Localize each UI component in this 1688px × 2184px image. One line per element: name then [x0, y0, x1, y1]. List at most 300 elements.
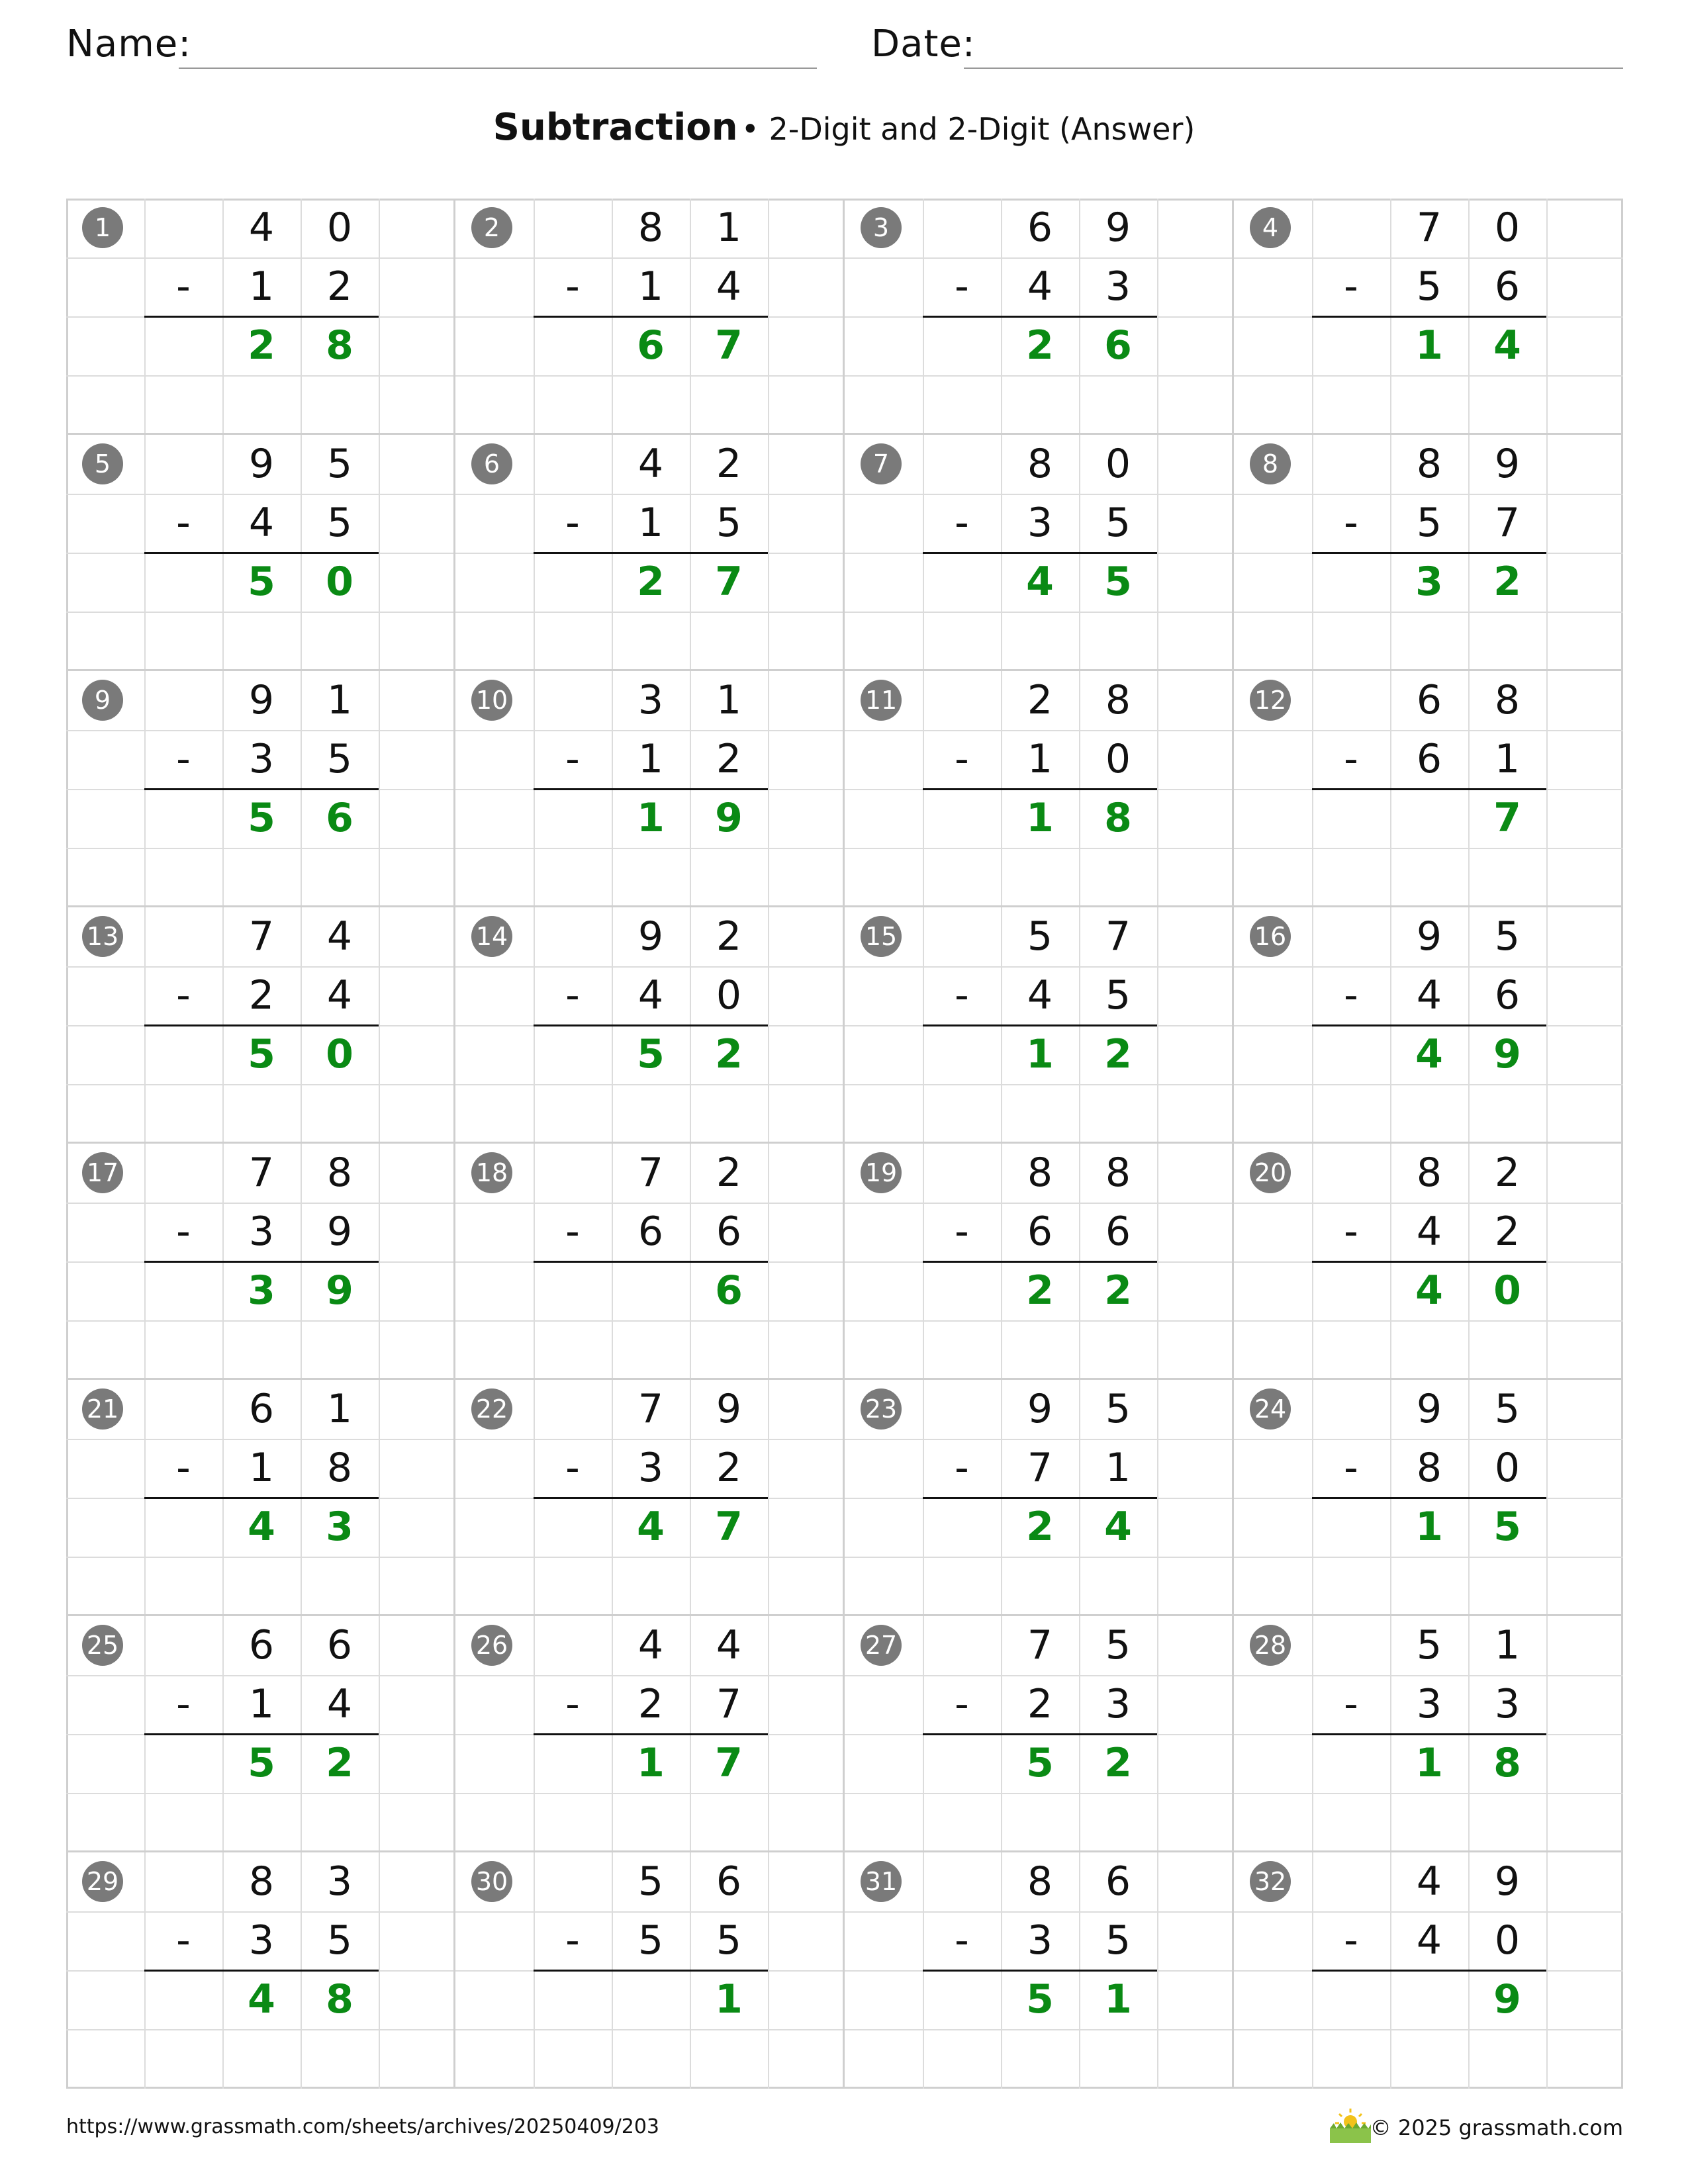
- subtrahend-tens-digit: 5: [637, 1917, 664, 1964]
- subtrahend-ones-digit: 2: [1494, 1208, 1521, 1255]
- minuend-ones-digit: 9: [716, 1386, 742, 1432]
- answer-rule-line: [1312, 1733, 1546, 1735]
- problem-number-badge: 32: [1250, 1861, 1291, 1902]
- minuend-tens-digit: 7: [637, 1150, 664, 1196]
- answer-ones-digit: 8: [326, 1976, 353, 2023]
- problem-5: [66, 435, 455, 671]
- minus-sign: -: [565, 263, 580, 310]
- minuend-ones-digit: 9: [1494, 441, 1521, 487]
- subtrahend-tens-digit: 4: [1027, 972, 1053, 1019]
- minus-sign: -: [565, 500, 580, 546]
- minuend-tens-digit: 4: [248, 205, 275, 251]
- answer-tens-digit: 4: [637, 1504, 665, 1550]
- minus-sign: -: [1344, 500, 1358, 546]
- minuend-ones-digit: 2: [716, 913, 742, 960]
- grid-line: [66, 1084, 455, 1085]
- minuend-tens-digit: 6: [248, 1622, 275, 1668]
- problem-2: [455, 199, 845, 435]
- subtrahend-tens-digit: 1: [248, 263, 275, 310]
- answer-ones-digit: 9: [1493, 1976, 1521, 2023]
- problem-18: [455, 1144, 845, 1380]
- answer-ones-digit: 1: [1104, 1976, 1132, 2023]
- subtrahend-tens-digit: 6: [1416, 736, 1442, 782]
- minus-sign: -: [176, 1917, 191, 1964]
- subtrahend-tens-digit: 1: [637, 736, 664, 782]
- problem-number-badge: 23: [861, 1388, 902, 1430]
- minuend-tens-digit: 9: [248, 441, 275, 487]
- subtrahend-ones-digit: 2: [716, 736, 742, 782]
- problem-13: [66, 907, 455, 1144]
- problem-30: [455, 1852, 845, 2089]
- answer-tens-digit: 2: [1026, 1267, 1054, 1314]
- problem-28: [1234, 1616, 1623, 1852]
- subtrahend-tens-digit: 2: [1027, 1681, 1053, 1727]
- problem-number-badge: 30: [471, 1861, 512, 1902]
- subtrahend-tens-digit: 3: [248, 1917, 275, 1964]
- minuend-tens-digit: 4: [1416, 1858, 1442, 1905]
- subtrahend-ones-digit: 7: [1494, 500, 1521, 546]
- answer-tens-digit: 5: [248, 1031, 275, 1077]
- problem-19: [845, 1144, 1234, 1380]
- minus-sign: -: [955, 736, 969, 782]
- grid-line: [455, 1557, 845, 1558]
- minus-sign: -: [565, 972, 580, 1019]
- minuend-ones-digit: 4: [326, 913, 353, 960]
- subtrahend-ones-digit: 5: [326, 736, 353, 782]
- problem-8: [1234, 435, 1623, 671]
- subtrahend-tens-digit: 1: [637, 263, 664, 310]
- subtrahend-ones-digit: 6: [1494, 972, 1521, 1019]
- problem-27: [845, 1616, 1234, 1852]
- answer-rule-line: [144, 1261, 379, 1263]
- answer-ones-digit: 7: [715, 322, 743, 369]
- grid-line: [1234, 2029, 1623, 2030]
- subtrahend-ones-digit: 0: [1494, 1445, 1521, 1491]
- answer-rule-line: [923, 1497, 1157, 1499]
- problem-number-badge: 2: [471, 207, 512, 248]
- answer-rule-line: [144, 1733, 379, 1735]
- minus-sign: -: [1344, 1208, 1358, 1255]
- grid-line: [455, 848, 845, 849]
- minuend-tens-digit: 5: [1027, 913, 1053, 960]
- minuend-tens-digit: 8: [637, 205, 664, 251]
- answer-ones-digit: 7: [715, 1740, 743, 1786]
- problem-29: [66, 1852, 455, 2089]
- problem-20: [1234, 1144, 1623, 1380]
- grid-line: [1234, 1320, 1623, 1322]
- answer-tens-digit: 2: [248, 322, 275, 369]
- answer-tens-digit: 6: [637, 322, 665, 369]
- answer-tens-digit: 4: [248, 1976, 275, 2023]
- grid-line: [1234, 1793, 1623, 1794]
- answer-ones-digit: 9: [715, 795, 743, 841]
- minus-sign: -: [1344, 972, 1358, 1019]
- minus-sign: -: [565, 736, 580, 782]
- minuend-ones-digit: 1: [326, 677, 353, 723]
- problem-7: [845, 435, 1234, 671]
- answer-ones-digit: 4: [1493, 322, 1521, 369]
- problem-number-badge: 26: [471, 1625, 512, 1666]
- answer-rule-line: [923, 1024, 1157, 1026]
- problem-25: [66, 1616, 455, 1852]
- problem-number-badge: 13: [82, 916, 123, 957]
- minuend-ones-digit: 5: [1494, 913, 1521, 960]
- problem-number-badge: 22: [471, 1388, 512, 1430]
- problem-number-badge: 17: [82, 1152, 123, 1193]
- minuend-tens-digit: 9: [1416, 913, 1442, 960]
- subtrahend-ones-digit: 4: [716, 263, 742, 310]
- answer-rule-line: [144, 1024, 379, 1026]
- grid-line: [845, 848, 1234, 849]
- problem-number-badge: 14: [471, 916, 512, 957]
- minuend-ones-digit: 5: [1105, 1386, 1131, 1432]
- subtrahend-tens-digit: 1: [637, 500, 664, 546]
- answer-rule-line: [144, 316, 379, 318]
- answer-rule-line: [1312, 1497, 1546, 1499]
- subtrahend-ones-digit: 6: [716, 1208, 742, 1255]
- answer-rule-line: [534, 1733, 768, 1735]
- minuend-tens-digit: 2: [1027, 677, 1053, 723]
- name-label: Name:: [66, 23, 192, 66]
- problem-24: [1234, 1380, 1623, 1616]
- minuend-ones-digit: 5: [326, 441, 353, 487]
- answer-tens-digit: 1: [1415, 1504, 1443, 1550]
- problem-16: [1234, 907, 1623, 1144]
- grid-line: [455, 1320, 845, 1322]
- minuend-ones-digit: 5: [1105, 1622, 1131, 1668]
- subtrahend-tens-digit: 5: [1416, 500, 1442, 546]
- minuend-tens-digit: 4: [637, 1622, 664, 1668]
- subtrahend-ones-digit: 5: [326, 1917, 353, 1964]
- answer-tens-digit: 1: [637, 795, 665, 841]
- grid-line: [66, 612, 455, 613]
- grid-line: [1234, 848, 1623, 849]
- subtrahend-tens-digit: 3: [248, 736, 275, 782]
- problem-4: [1234, 199, 1623, 435]
- subtrahend-ones-digit: 4: [326, 972, 353, 1019]
- answer-rule-line: [1312, 316, 1546, 318]
- minus-sign: -: [176, 736, 191, 782]
- answer-rule-line: [534, 316, 768, 318]
- problem-14: [455, 907, 845, 1144]
- subtrahend-ones-digit: 5: [716, 500, 742, 546]
- minuend-tens-digit: 9: [637, 913, 664, 960]
- problem-number-badge: 24: [1250, 1388, 1291, 1430]
- answer-ones-digit: 8: [1104, 795, 1132, 841]
- minus-sign: -: [1344, 1681, 1358, 1727]
- minuend-ones-digit: 0: [1494, 205, 1521, 251]
- minuend-tens-digit: 9: [1416, 1386, 1442, 1432]
- answer-rule-line: [144, 1970, 379, 1972]
- subtrahend-ones-digit: 5: [1105, 1917, 1131, 1964]
- problem-number-badge: 28: [1250, 1625, 1291, 1666]
- answer-tens-digit: [612, 1970, 690, 2029]
- problem-number-badge: 4: [1250, 207, 1291, 248]
- grid-line: [845, 1320, 1234, 1322]
- minuend-ones-digit: 1: [1494, 1622, 1521, 1668]
- subtrahend-ones-digit: 5: [1105, 972, 1131, 1019]
- problem-number-badge: 15: [861, 916, 902, 957]
- problem-number-badge: 29: [82, 1861, 123, 1902]
- grid-line: [845, 612, 1234, 613]
- grid-line: [66, 1320, 455, 1322]
- problem-number-badge: 12: [1250, 680, 1291, 721]
- answer-rule-line: [923, 1261, 1157, 1263]
- subtrahend-tens-digit: 4: [1027, 263, 1053, 310]
- subtrahend-ones-digit: 7: [716, 1681, 742, 1727]
- problem-number-badge: 11: [861, 680, 902, 721]
- answer-ones-digit: 9: [1493, 1031, 1521, 1077]
- answer-rule-line: [534, 552, 768, 554]
- minus-sign: -: [565, 1917, 580, 1964]
- problem-number-badge: 18: [471, 1152, 512, 1193]
- answer-tens-digit: 1: [1415, 322, 1443, 369]
- grid-line: [845, 1084, 1234, 1085]
- subtrahend-ones-digit: 1: [1105, 1445, 1131, 1491]
- minuend-ones-digit: 6: [716, 1858, 742, 1905]
- minuend-tens-digit: 3: [637, 677, 664, 723]
- subtrahend-tens-digit: 4: [637, 972, 664, 1019]
- minus-sign: -: [176, 1208, 191, 1255]
- subtrahend-tens-digit: 1: [248, 1445, 275, 1491]
- answer-ones-digit: 2: [1493, 559, 1521, 605]
- minus-sign: -: [955, 500, 969, 546]
- problem-number-badge: 5: [82, 443, 123, 484]
- minuend-tens-digit: 7: [248, 1150, 275, 1196]
- answer-tens-digit: 1: [1026, 795, 1054, 841]
- minuend-ones-digit: 9: [1494, 1858, 1521, 1905]
- subtrahend-tens-digit: 1: [1027, 736, 1053, 782]
- grid-line: [1234, 1084, 1623, 1085]
- grid-line: [455, 1084, 845, 1085]
- problem-number-badge: 21: [82, 1388, 123, 1430]
- minuend-ones-digit: 6: [326, 1622, 353, 1668]
- problem-21: [66, 1380, 455, 1616]
- subtrahend-tens-digit: 1: [248, 1681, 275, 1727]
- minus-sign: -: [176, 263, 191, 310]
- subtrahend-ones-digit: 9: [326, 1208, 353, 1255]
- answer-rule-line: [1312, 1970, 1546, 1972]
- problem-grid: [66, 199, 1623, 2089]
- minus-sign: -: [955, 1917, 969, 1964]
- answer-rule-line: [534, 1024, 768, 1026]
- minuend-tens-digit: 8: [1416, 441, 1442, 487]
- answer-tens-digit: 4: [1415, 1267, 1443, 1314]
- subtrahend-ones-digit: 5: [326, 500, 353, 546]
- minuend-tens-digit: 8: [248, 1858, 275, 1905]
- minus-sign: -: [1344, 736, 1358, 782]
- grid-line: [66, 2029, 455, 2030]
- answer-ones-digit: 2: [715, 1031, 743, 1077]
- minuend-ones-digit: 5: [1494, 1386, 1521, 1432]
- answer-tens-digit: 5: [248, 559, 275, 605]
- subtrahend-ones-digit: 0: [1105, 736, 1131, 782]
- minuend-tens-digit: 6: [1027, 205, 1053, 251]
- subtrahend-tens-digit: 3: [637, 1445, 664, 1491]
- minus-sign: -: [955, 1445, 969, 1491]
- minuend-tens-digit: 8: [1416, 1150, 1442, 1196]
- subtrahend-ones-digit: 4: [326, 1681, 353, 1727]
- grid-line: [455, 2029, 845, 2030]
- minuend-tens-digit: 8: [1027, 1858, 1053, 1905]
- minuend-ones-digit: 2: [716, 441, 742, 487]
- minuend-tens-digit: 4: [637, 441, 664, 487]
- answer-ones-digit: 6: [326, 795, 353, 841]
- minus-sign: -: [955, 263, 969, 310]
- minuend-ones-digit: 0: [326, 205, 353, 251]
- answer-tens-digit: 4: [248, 1504, 275, 1550]
- answer-ones-digit: 4: [1104, 1504, 1132, 1550]
- grid-line: [66, 375, 455, 377]
- subtrahend-tens-digit: 4: [248, 500, 275, 546]
- answer-ones-digit: 2: [1104, 1267, 1132, 1314]
- answer-ones-digit: 7: [1493, 795, 1521, 841]
- subtrahend-tens-digit: 6: [1027, 1208, 1053, 1255]
- subtrahend-ones-digit: 2: [326, 263, 353, 310]
- minus-sign: -: [176, 1681, 191, 1727]
- minuend-tens-digit: 7: [1416, 205, 1442, 251]
- date-line: [964, 68, 1623, 69]
- minuend-tens-digit: 6: [1416, 677, 1442, 723]
- answer-ones-digit: 7: [715, 1504, 743, 1550]
- minus-sign: -: [1344, 263, 1358, 310]
- minuend-tens-digit: 5: [1416, 1622, 1442, 1668]
- grid-line: [455, 1793, 845, 1794]
- answer-rule-line: [534, 1261, 768, 1263]
- answer-tens-digit: 1: [637, 1740, 665, 1786]
- answer-rule-line: [923, 1733, 1157, 1735]
- subtrahend-tens-digit: 4: [1416, 1208, 1442, 1255]
- answer-tens-digit: 5: [637, 1031, 665, 1077]
- answer-rule-line: [1312, 1261, 1546, 1263]
- minuend-tens-digit: 7: [1027, 1622, 1053, 1668]
- minuend-ones-digit: 8: [1105, 1150, 1131, 1196]
- problem-number-badge: 16: [1250, 916, 1291, 957]
- grid-line: [1234, 1557, 1623, 1558]
- title-subtitle: • 2-Digit and 2-Digit (Answer): [741, 111, 1196, 147]
- answer-tens-digit: 1: [1026, 1031, 1054, 1077]
- answer-ones-digit: 2: [326, 1740, 353, 1786]
- grid-line: [1234, 375, 1623, 377]
- answer-rule-line: [1312, 552, 1546, 554]
- answer-rule-line: [923, 552, 1157, 554]
- subtrahend-ones-digit: 3: [1494, 1681, 1521, 1727]
- grid-line: [845, 375, 1234, 377]
- answer-rule-line: [923, 788, 1157, 790]
- answer-tens-digit: 5: [248, 795, 275, 841]
- problem-number-badge: 7: [861, 443, 902, 484]
- answer-ones-digit: 1: [715, 1976, 743, 2023]
- grid-line: [1234, 612, 1623, 613]
- answer-tens-digit: [612, 1261, 690, 1320]
- subtrahend-tens-digit: 3: [1027, 1917, 1053, 1964]
- subtrahend-tens-digit: 3: [248, 1208, 275, 1255]
- subtrahend-ones-digit: 8: [326, 1445, 353, 1491]
- problem-number-badge: 31: [861, 1861, 902, 1902]
- problem-9: [66, 671, 455, 907]
- answer-rule-line: [144, 1497, 379, 1499]
- minuend-ones-digit: 2: [1494, 1150, 1521, 1196]
- minuend-ones-digit: 8: [1105, 677, 1131, 723]
- problem-32: [1234, 1852, 1623, 2089]
- minuend-ones-digit: 4: [716, 1622, 742, 1668]
- grass-sun-logo-icon: [1327, 2105, 1374, 2144]
- problem-31: [845, 1852, 1234, 2089]
- answer-ones-digit: 0: [326, 559, 353, 605]
- problem-number-badge: 19: [861, 1152, 902, 1193]
- subtrahend-ones-digit: 5: [716, 1917, 742, 1964]
- minus-sign: -: [565, 1445, 580, 1491]
- answer-ones-digit: 5: [1104, 559, 1132, 605]
- minuend-ones-digit: 1: [716, 205, 742, 251]
- subtrahend-tens-digit: 7: [1027, 1445, 1053, 1491]
- name-line: [179, 68, 817, 69]
- answer-ones-digit: 0: [1493, 1267, 1521, 1314]
- problem-number-badge: 3: [861, 207, 902, 248]
- problem-22: [455, 1380, 845, 1616]
- grid-line: [455, 612, 845, 613]
- grid-line: [845, 1557, 1234, 1558]
- minuend-tens-digit: 7: [248, 913, 275, 960]
- problem-10: [455, 671, 845, 907]
- minus-sign: -: [955, 1208, 969, 1255]
- subtrahend-ones-digit: 0: [716, 972, 742, 1019]
- minuend-ones-digit: 1: [716, 677, 742, 723]
- answer-tens-digit: 4: [1026, 559, 1054, 605]
- minuend-tens-digit: 9: [1027, 1386, 1053, 1432]
- problem-1: [66, 199, 455, 435]
- grid-line: [455, 375, 845, 377]
- worksheet-title: [0, 106, 1688, 149]
- answer-ones-digit: 6: [715, 1267, 743, 1314]
- minus-sign: -: [1344, 1445, 1358, 1491]
- answer-tens-digit: 2: [637, 559, 665, 605]
- answer-ones-digit: 2: [1104, 1740, 1132, 1786]
- answer-ones-digit: 9: [326, 1267, 353, 1314]
- answer-tens-digit: [1390, 1970, 1468, 2029]
- answer-tens-digit: 3: [1415, 559, 1443, 605]
- problem-number-badge: 27: [861, 1625, 902, 1666]
- problem-number-badge: 9: [82, 680, 123, 721]
- minuend-tens-digit: 8: [1027, 441, 1053, 487]
- subtrahend-ones-digit: 1: [1494, 736, 1521, 782]
- answer-tens-digit: 5: [1026, 1740, 1054, 1786]
- subtrahend-tens-digit: 6: [637, 1208, 664, 1255]
- answer-rule-line: [144, 552, 379, 554]
- answer-tens-digit: 1: [1415, 1740, 1443, 1786]
- subtrahend-ones-digit: 3: [1105, 263, 1131, 310]
- answer-ones-digit: 8: [1493, 1740, 1521, 1786]
- minus-sign: -: [1344, 1917, 1358, 1964]
- answer-ones-digit: 8: [326, 322, 353, 369]
- answer-tens-digit: 2: [1026, 322, 1054, 369]
- minuend-ones-digit: 6: [1105, 1858, 1131, 1905]
- minus-sign: -: [176, 500, 191, 546]
- minuend-tens-digit: 6: [248, 1386, 275, 1432]
- minuend-ones-digit: 0: [1105, 441, 1131, 487]
- answer-tens-digit: 5: [248, 1740, 275, 1786]
- answer-ones-digit: 0: [326, 1031, 353, 1077]
- answer-rule-line: [144, 788, 379, 790]
- subtrahend-ones-digit: 6: [1494, 263, 1521, 310]
- problem-number-badge: 25: [82, 1625, 123, 1666]
- problem-6: [455, 435, 845, 671]
- minuend-ones-digit: 9: [1105, 205, 1131, 251]
- answer-rule-line: [534, 1970, 768, 1972]
- minuend-ones-digit: 7: [1105, 913, 1131, 960]
- minuend-tens-digit: 9: [248, 677, 275, 723]
- subtrahend-ones-digit: 5: [1105, 500, 1131, 546]
